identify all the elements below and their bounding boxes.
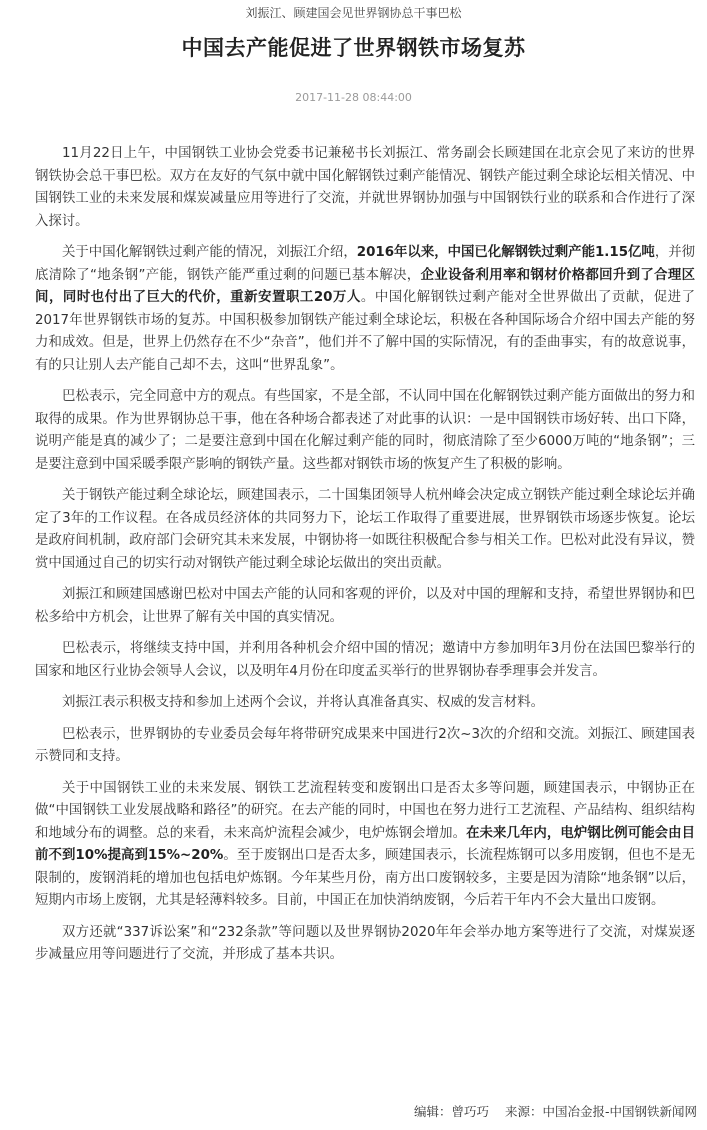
article-title: 中国去产能促进了世界钢铁市场复苏	[181, 36, 526, 60]
paragraph-2-bold-b: 企业设备利用率和钢材价格都回升到了合理区间，同时也付出了巨大的代价，重新安置职工20万人	[35, 267, 696, 305]
paragraph-2-bold-a: 2016年以来，中国已化解钢铁过剩产能1.15亿吨	[356, 245, 655, 260]
source-credit: 来源：中国冶金报-中国钢铁新闻网	[504, 1104, 697, 1119]
paragraph-9	[35, 778, 695, 913]
paragraph-9-text-b: 。至于废钢出口是否太多，顾建国表示，长流程炼钢可以多用废钢，但也不是无限制的，废钢消耗的增加也包括电炉炼钢。今年某些月份，南方出口废钢较多，主要是因为清除“地条钢”以后，短期内市场上废钢，尤其是轻薄料较多。目前，中国正在加快消纳废钢，今后若干年内不会大量出口废钢。	[35, 848, 696, 908]
paragraph-5: 刘振江和顾建国感谢巴松对中国去产能的认同和客观的评价，以及对中国的理解和支持，希望世界钢协和巴松多给中方机会，让世界了解有关中国的真实情况。	[35, 587, 695, 625]
editor-credit: 编辑：曾巧巧	[413, 1104, 489, 1119]
paragraph-4: 关于钢铁产能过剩全球论坛，顾建国表示，二十国集团领导人杭州峰会决定成立钢铁产能过剩全球论坛并确定了3年的工作议程。在各成员经济体的共同努力下，论坛工作取得了重要进展，世界钢铁市场逐步恢复。论坛是政府间机制，政府部门会研究其未来发展，中钢协将一如既往积极配合参与相关工作。巴松对此没有异议，赞赏中国通过自己的切实行动对钢铁产能过剩全球论坛做出的突出贡献。	[35, 488, 695, 571]
paragraph-6: 巴松表示，将继续支持中国，并利用各种机会介绍中国的情况；邀请中方参加明年3月份在法国巴黎举行的国家和地区行业协会领导人会议，以及明年4月份在印度孟买举行的世界钢协春季理事会并发言。	[35, 641, 695, 679]
publish-datetime: 2017-11-28 08:44:00	[295, 91, 412, 104]
paragraph-8: 巴松表示，世界钢协的专业委员会每年将带研究成果来中国进行2次~3次的介绍和交流。刘振江、顾建国表示赞同和支持。	[35, 726, 695, 764]
paragraph-2-text-b: ，并彻底清除了“地条钢”产能，钢铁产能严重过剩的问题已基本解决，	[35, 245, 696, 283]
paragraph-10: 双方还就“337诉讼案”和“232条款”等问题以及世界钢协2020年年会举办地方案等进行了交流，对煤炭逐步减量应用等问题进行了交流，并形成了基本共识。	[35, 924, 695, 962]
article-subtitle: 刘振江、顾建国会见世界钢协总干事巴松	[245, 6, 462, 20]
paragraph-3: 巴松表示，完全同意中方的观点。有些国家，不是全部，不认同中国在化解钢铁过剩产能方面做出的努力和取得的成果。作为世界钢协总干事，他在各种场合都表述了对此事的认识：一是中国钢铁市场好转、出口下降，说明产能是真的减少了；二是要注意到中国在化解过剩产能的同时，彻底清除了至少6000万吨的“地条钢”；三是要注意到中国采暖季限产影响的钢铁产量。这些都对钢铁市场的恢复产生了积极的影响。	[35, 389, 695, 472]
paragraph-9-bold: 在未来几年内，电炉钢比例可能会由目前不到10%提高到15%~20%	[35, 825, 696, 863]
paragraph-2-text-c: 。中国化解钢铁过剩产能对全世界做出了贡献，促进了2017年世界钢铁市场的复苏。中国积极参加钢铁产能过剩全球论坛，积极在各种国际场合介绍中国去产能的努力和成效。但是，世界上仍然存在不少“杂音”，他们并不了解中国的实际情况，有的歪曲事实，有的故意说事，有的只让别人去产能自己却不去，这叫“世界乱象”。	[35, 290, 695, 373]
paragraph-2	[35, 242, 695, 377]
paragraph-9-text-a: 关于中国钢铁工业的未来发展、钢铁工艺流程转变和废钢出口是否太多等问题，顾建国表示，中钢协正在做“中国钢铁工业发展战略和路径”的研究。在去产能的同时，中国也在努力进行工艺流程、产品结构、组织结构和地域分布的调整。总的来看，未来高炉流程会减少，电炉炼钢会增加。	[35, 780, 695, 841]
article-footer	[414, 1104, 697, 1120]
paragraph-7: 刘振江表示积极支持和参加上述两个会议，并将认真准备真实、权威的发言材料。	[62, 695, 545, 710]
paragraph-1: 11月22日上午，中国钢铁工业协会党委书记兼秘书长刘振江、常务副会长顾建国在北京会见了来访的世界钢铁协会总干事巴松。双方在友好的气氛中就中国化解钢铁过剩产能情况、钢铁产能过剩全球论坛相关情况、中国钢铁工业的未来发展和煤炭减量应用等进行了交流，并就世界钢协加强与中国钢铁行业的联系和合作进行了深入探讨。	[35, 146, 695, 229]
paragraph-2-text-a: 关于中国化解钢铁过剩产能的情况，刘振江介绍，	[62, 245, 357, 260]
article-body	[35, 143, 695, 976]
